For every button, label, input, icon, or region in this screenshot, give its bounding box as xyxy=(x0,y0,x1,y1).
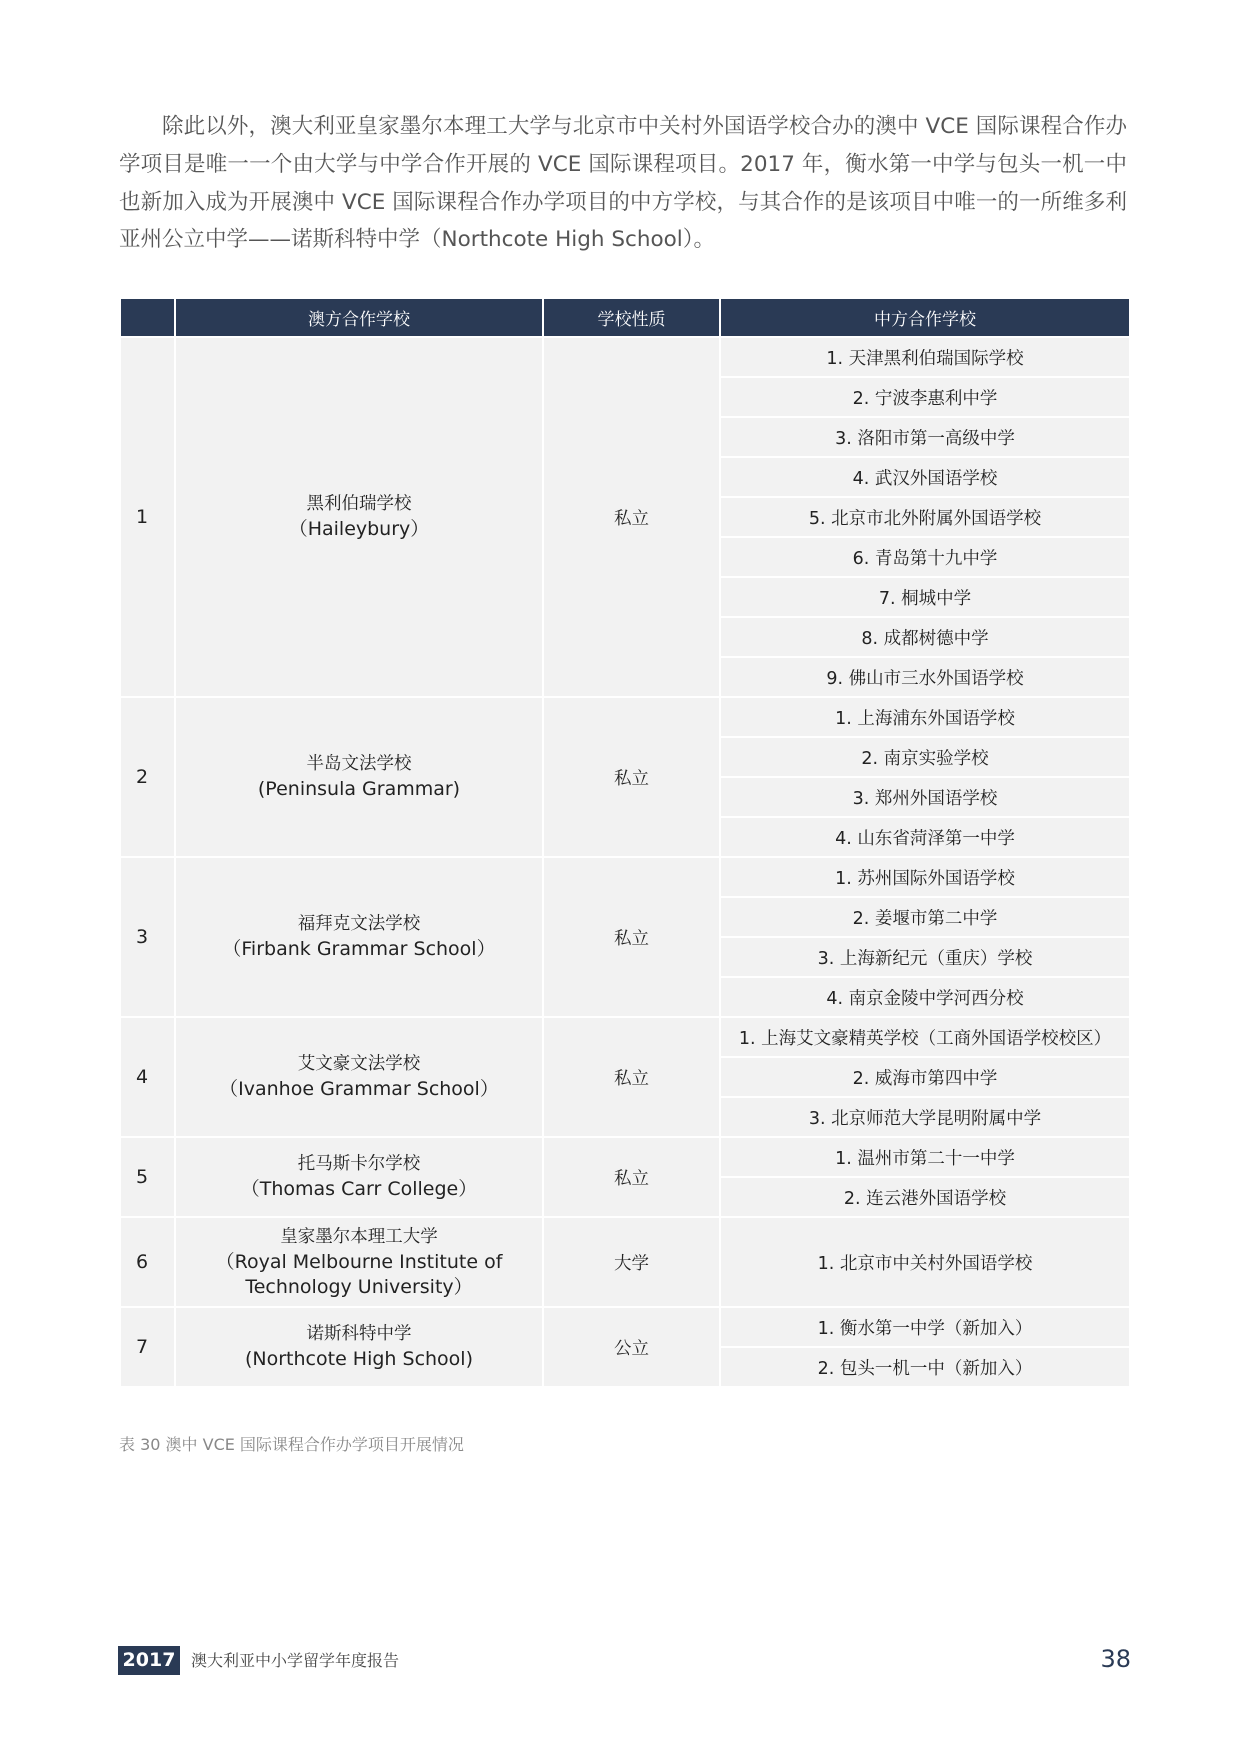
table-row xyxy=(121,1138,1129,1176)
footer-year-badge: 2017 xyxy=(118,1646,180,1675)
row-number: 1 xyxy=(121,338,174,696)
row-number: 7 xyxy=(121,1308,174,1386)
chinese-partner-school: 2. 宁波李惠利中学 xyxy=(721,378,1129,416)
australian-school-name-en: （Royal Melbourne Institute of Technology University） xyxy=(215,1250,503,1298)
school-type: 私立 xyxy=(544,338,719,696)
australian-school-name-zh: 诺斯科特中学 xyxy=(306,1324,412,1344)
chinese-partner-school: 1. 上海艾文豪精英学校（工商外国语学校校区） xyxy=(721,1018,1129,1056)
page-number: 38 xyxy=(1100,1645,1131,1673)
row-number: 3 xyxy=(121,858,174,1016)
school-type: 私立 xyxy=(544,1018,719,1136)
australian-school-name-zh: 半岛文法学校 xyxy=(306,754,412,774)
australian-school xyxy=(176,1218,542,1306)
table-caption: 表 30 澳中 VCE 国际课程合作办学项目开展情况 xyxy=(119,1435,464,1454)
chinese-partner-school: 7. 桐城中学 xyxy=(721,578,1129,616)
chinese-partner-school: 2. 姜堰市第二中学 xyxy=(721,898,1129,936)
school-type: 公立 xyxy=(544,1308,719,1386)
australian-school xyxy=(176,1308,542,1386)
australian-school-name-en: （Ivanhoe Grammar School） xyxy=(219,1078,499,1100)
table-row xyxy=(121,338,1129,376)
australian-school-name-en: （Firbank Grammar School） xyxy=(222,938,496,960)
table-row xyxy=(121,1018,1129,1056)
chinese-partner-school: 9. 佛山市三水外国语学校 xyxy=(721,658,1129,696)
chinese-partner-school: 8. 成都树德中学 xyxy=(721,618,1129,656)
chinese-partner-school: 1. 上海浦东外国语学校 xyxy=(721,698,1129,736)
chinese-partner-school: 1. 北京市中关村外国语学校 xyxy=(721,1218,1129,1306)
australian-school xyxy=(176,1018,542,1136)
header-chinese-school: 中方合作学校 xyxy=(721,299,1129,336)
chinese-partner-school: 1. 天津黑利伯瑞国际学校 xyxy=(721,338,1129,376)
header-australian-school: 澳方合作学校 xyxy=(176,299,542,336)
footer-title: 澳大利亚中小学留学年度报告 xyxy=(191,1651,400,1670)
school-type: 大学 xyxy=(544,1218,719,1306)
table-row xyxy=(121,1218,1129,1306)
chinese-partner-school: 3. 北京师范大学昆明附属中学 xyxy=(721,1098,1129,1136)
chinese-partner-school: 3. 洛阳市第一高级中学 xyxy=(721,418,1129,456)
vce-program-table xyxy=(119,297,1131,1388)
australian-school-name-zh: 艾文豪文法学校 xyxy=(297,1054,421,1074)
table-row xyxy=(121,1308,1129,1346)
australian-school xyxy=(176,1138,542,1216)
australian-school-name-zh: 皇家墨尔本理工大学 xyxy=(280,1226,438,1247)
australian-school xyxy=(176,698,542,856)
australian-school-name-en: （Thomas Carr College） xyxy=(240,1178,478,1200)
intro-paragraph xyxy=(119,108,1127,259)
chinese-partner-school: 2. 南京实验学校 xyxy=(721,738,1129,776)
chinese-partner-school: 1. 苏州国际外国语学校 xyxy=(721,858,1129,896)
chinese-partner-school: 1. 衡水第一中学（新加入） xyxy=(721,1308,1129,1346)
chinese-partner-school: 4. 武汉外国语学校 xyxy=(721,458,1129,496)
school-type: 私立 xyxy=(544,698,719,856)
header-school-type: 学校性质 xyxy=(544,299,719,336)
row-number: 6 xyxy=(121,1218,174,1306)
chinese-partner-school: 3. 上海新纪元（重庆）学校 xyxy=(721,938,1129,976)
table-row xyxy=(121,698,1129,736)
school-type: 私立 xyxy=(544,858,719,1016)
intro-text: 除此以外，澳大利亚皇家墨尔本理工大学与北京市中关村外国语学校合办的澳中 VCE 国际课程合作办学项目是唯一一个由大学与中学合作开展的 VCE 国际课程项目。2017 年，衡水第一中学与包头一机一中也新加入成为开展澳中 VCE 国际课程合作办学项目的中方学校，与其合作的是该项目中唯一的一所维多利亚州公立中学——诺斯科特中学（Northcote High School）。 xyxy=(119,114,1127,253)
australian-school-name-en: (Peninsula Grammar) xyxy=(257,778,461,800)
table-header-row xyxy=(121,299,1129,336)
chinese-partner-school: 4. 南京金陵中学河西分校 xyxy=(721,978,1129,1016)
australian-school xyxy=(176,338,542,696)
header-index xyxy=(121,299,174,336)
school-type: 私立 xyxy=(544,1138,719,1216)
row-number: 5 xyxy=(121,1138,174,1216)
australian-school-name-zh: 托马斯卡尔学校 xyxy=(297,1154,421,1174)
chinese-partner-school: 5. 北京市北外附属外国语学校 xyxy=(721,498,1129,536)
australian-school-name-zh: 黑利伯瑞学校 xyxy=(306,494,412,514)
chinese-partner-school: 1. 温州市第二十一中学 xyxy=(721,1138,1129,1176)
chinese-partner-school: 6. 青岛第十九中学 xyxy=(721,538,1129,576)
table-row xyxy=(121,858,1129,896)
australian-school-name-en: （Haileybury） xyxy=(288,518,430,540)
chinese-partner-school: 4. 山东省菏泽第一中学 xyxy=(721,818,1129,856)
chinese-partner-school: 2. 连云港外国语学校 xyxy=(721,1178,1129,1216)
row-number: 4 xyxy=(121,1018,174,1136)
australian-school-name-zh: 福拜克文法学校 xyxy=(297,914,421,934)
australian-school-name-en: (Northcote High School) xyxy=(245,1348,473,1370)
australian-school xyxy=(176,858,542,1016)
chinese-partner-school: 3. 郑州外国语学校 xyxy=(721,778,1129,816)
chinese-partner-school: 2. 威海市第四中学 xyxy=(721,1058,1129,1096)
row-number: 2 xyxy=(121,698,174,856)
table-body xyxy=(121,338,1129,1386)
chinese-partner-school: 2. 包头一机一中（新加入） xyxy=(721,1348,1129,1386)
